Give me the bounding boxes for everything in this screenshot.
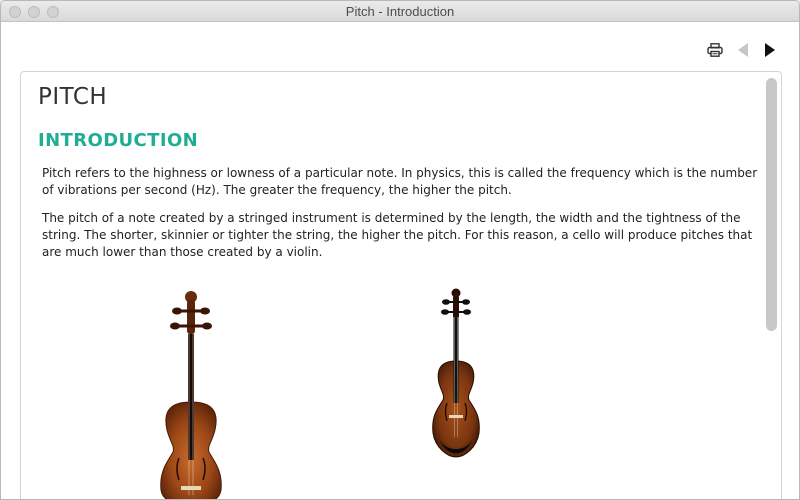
- cello-image: [139, 290, 249, 500]
- section-title: INTRODUCTION: [38, 130, 199, 151]
- page-title: PITCH: [38, 84, 108, 110]
- content-panel[interactable]: [20, 71, 782, 500]
- window-title: Pitch - Introduction: [345, 4, 455, 19]
- next-page-button[interactable]: [759, 39, 781, 61]
- printer-icon: [707, 43, 723, 57]
- triangle-left-icon: [737, 42, 749, 58]
- triangle-right-icon: [764, 42, 776, 58]
- violin-image: [421, 287, 491, 467]
- previous-page-button[interactable]: [732, 39, 754, 61]
- paragraph-frequency: Pitch refers to the highness or lowness of a particular note. In physics, this is called the frequency which is the number of vibrations per second (Hz). The greater the frequency, the higher the pitch.: [42, 166, 758, 197]
- title-bar[interactable]: [1, 1, 799, 22]
- vertical-scrollbar[interactable]: [765, 76, 777, 500]
- print-button[interactable]: [704, 39, 726, 61]
- scrollbar-thumb[interactable]: [766, 78, 777, 331]
- paragraph-string-pitch: The pitch of a note created by a stringed instrument is determined by the length, the width and the tightness of the string. The shorter, skinnier or tighter the string, the higher the pitch. For this reason, a cello will produce pitches that are much lower than those created by a violin.: [42, 211, 753, 259]
